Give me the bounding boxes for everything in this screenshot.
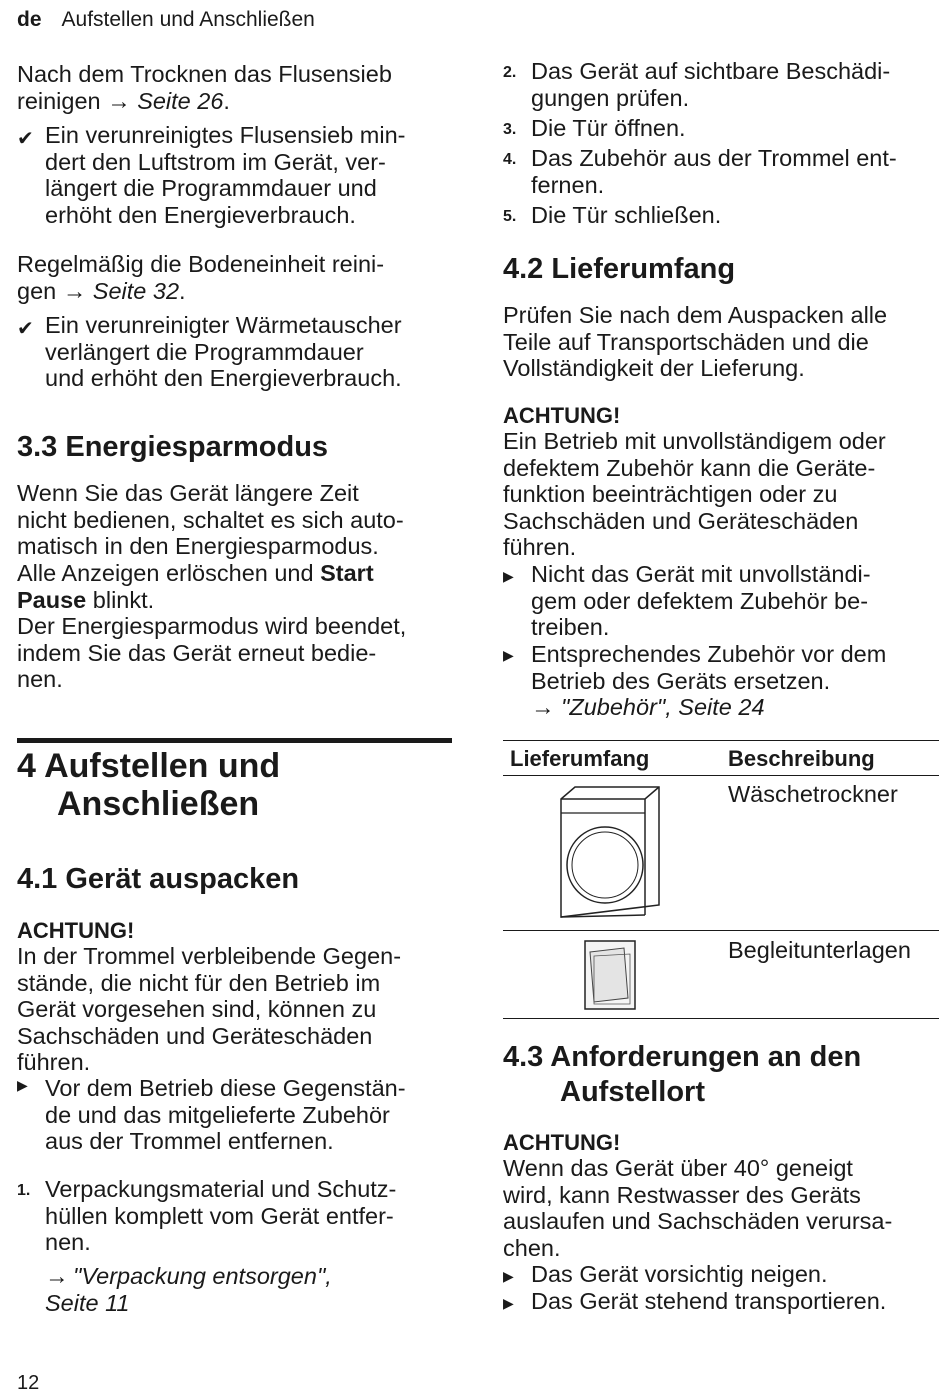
documents-illustration [582,938,638,1012]
step-number: 3. [503,121,517,138]
heading-4-3-cont: Aufstellort [560,1076,705,1108]
paragraph-delivery: Prüfen Sie nach dem Auspacken alle Teile auf Transportschäden und die Vollständigkeit der Lieferung. [503,302,888,381]
paragraph-base-unit: Regelmäßig die Bodeneinheit reini- gen → Seite 32. [17,251,385,304]
step-4-text: Das Zubehör aus der Trommel ent- fernen. [531,145,897,198]
bullet-text-3: Das Gerät vorsichtig neigen. [531,1261,828,1287]
warning-text: In der Trommel verbleibende Gegen- stände, die nicht für den Betrieb im Gerät vorgesehen sind, können zu Sachschäden und Geräteschäden führen. [17,943,402,1075]
chapter-rule [17,738,452,743]
bullet-ref: → "Zubehör", Seite 24 [531,694,765,720]
arrow-icon: → [45,1263,69,1289]
triangle-bullet-icon: ▶ [17,1077,28,1093]
paragraph-energy-2: Alle Anzeigen erlöschen und Start Pause blinkt. [17,560,374,613]
triangle-bullet-icon: ▶ [503,568,514,584]
warning-label: ACHTUNG! [503,1130,621,1155]
check-icon: ✔ [17,128,34,150]
step-1-ref: "Verpackung entsorgen", Seite 11 [45,1263,332,1316]
heading-4-3: 4.3 Anforderungen an den [503,1041,862,1073]
arrow-icon: → [531,694,555,720]
check-icon: ✔ [17,318,34,340]
table-bottom-rule [503,1018,939,1019]
triangle-bullet-icon: ▶ [503,1295,514,1311]
check-text-1: Ein verunreinigtes Flusensieb min- dert den Luftstrom im Gerät, ver- längert die Programmdauer und erhöht den Energieverbrauch. [45,122,406,228]
dryer-illustration [555,785,665,920]
paragraph-energy-3: Der Energiesparmodus wird beendet, indem Sie das Gerät erneut bedie- nen. [17,613,407,692]
bullet-text: Vor dem Betrieb diese Gegenstän- de und das mitgelieferte Zubehör aus der Trommel entfernen. [45,1075,406,1154]
warning-label: ACHTUNG! [17,918,135,943]
heading-4: 4 Aufstellen und [17,747,281,785]
step-5-text: Die Tür schließen. [531,202,722,228]
step-number: 4. [503,151,517,168]
bullet-text-4: Das Gerät stehend transportieren. [531,1288,887,1314]
table-header-rule [503,775,939,776]
step-2-text: Das Gerät auf sichtbare Beschädi- gungen prüfen. [531,58,891,111]
check-text-2: Ein verunreinigter Wärmetauscher verlängert die Programmdauer und erhöht den Energieverbrauch. [45,312,402,391]
table-header-delivery: Lieferumfang [510,746,650,771]
heading-4-1: 4.1 Gerät auspacken [17,863,300,895]
table-header-description: Beschreibung [728,746,875,771]
table-top-rule [503,740,939,741]
step-number: 2. [503,64,517,81]
heading-4-cont: Anschließen [57,785,260,823]
chapter-title: Aufstellen und Anschließen [61,8,315,31]
triangle-bullet-icon: ▶ [503,1268,514,1284]
page-ref: Seite 32 [92,277,180,304]
pause-label: Pause [17,586,87,613]
page-header [17,8,315,32]
bullet-text-1: Nicht das Gerät mit unvollständi- gem oder defektem Zubehör be- treiben. [531,561,871,640]
arrow-icon: → [107,87,131,114]
heading-3-3: 3.3 Energiesparmodus [17,431,329,463]
table-cell-dryer: Wäschetrockner [728,781,898,807]
page-ref: Seite 26 [137,87,224,114]
warning-label: ACHTUNG! [503,403,621,428]
arrow-icon: → [62,277,87,304]
step-3-text: Die Tür öffnen. [531,115,686,141]
warning-text: Ein Betrieb mit unvollständigem oder defektem Zubehör kann die Geräte- funktion beeinträchtigen oder zu Sachschäden und Geräteschäden führen. [503,428,886,560]
paragraph-lint-filter: Nach dem Trocknen das Flusensieb reinigen → Seite 26. [17,61,392,114]
step-number: 1. [17,1182,31,1199]
step-number: 5. [503,208,517,225]
page-number: 12 [17,1372,40,1392]
step-1-text: Verpackungsmaterial und Schutz- hüllen komplett vom Gerät entfer- nen. [45,1176,397,1255]
bullet-text-2: Entsprechendes Zubehör vor dem Betrieb des Geräts ersetzen. [531,641,887,694]
language-code: de [17,8,42,31]
start-label: Start [320,560,374,586]
table-row-rule [503,930,939,931]
triangle-bullet-icon: ▶ [503,647,514,663]
warning-text: Wenn das Gerät über 40° geneigt wird, kann Restwasser des Geräts auslaufen und Sachschäden verursa- chen. [503,1155,893,1261]
paragraph-energy-1: Wenn Sie das Gerät längere Zeit nicht bedienen, schaltet es sich auto- matisch in den Energiesparmodus. [17,480,404,559]
heading-4-2: 4.2 Lieferumfang [503,253,736,285]
table-cell-documents: Begleitunterlagen [728,937,911,963]
